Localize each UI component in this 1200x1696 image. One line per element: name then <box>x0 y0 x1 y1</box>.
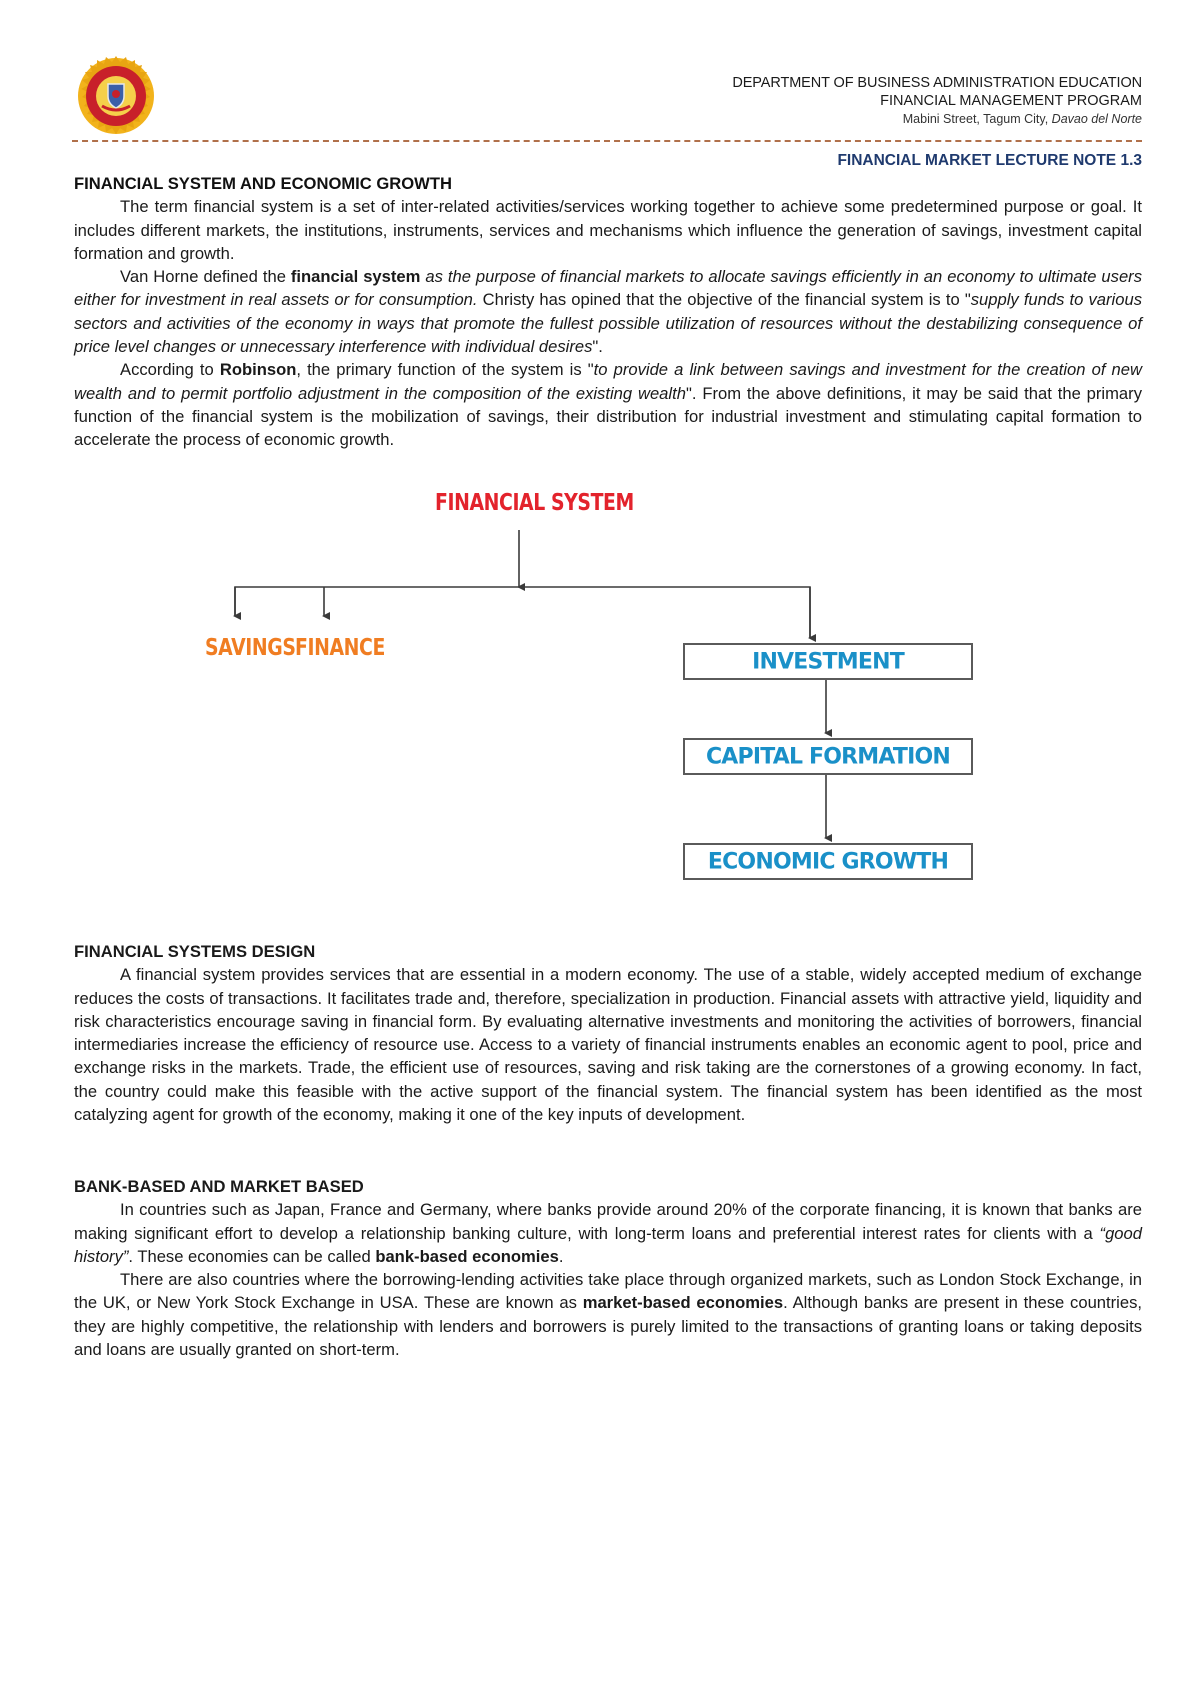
paragraph: Van Horne defined the financial system as the purpose of financial markets to allocate savings efficiently in an economy to ultimate users either for investment in real assets or for consumption. Christy has opined that the objective of the financial system is to "supply funds to various sectors and activities of the economy in ways that promote the fullest possible utilization of resources without the destabilizing consequence of price level changes or unnecessary interference with individual desires". <box>74 267 1143 357</box>
bold-term: Robinson <box>219 360 297 380</box>
paragraph: The term financial system is a set of inter-related activities/services working together to achieve some predetermined purpose or goal. It includes different markets, the institutions, instruments, services and mechanisms which influence the generation of savings, investment capital formation and growth. <box>74 197 1142 263</box>
paragraph: There are also countries where the borrowing-lending activities take place through organized markets, such as London Stock Exchange, in the UK, or New York Stock Exchange in USA. These are known as market-based economies. Although banks are present in these countries, they are highly competitive, the relationship with lenders and borrowers is purely limited to the transactions of granting loans or taking deposits and loans are usually granted on short-term. <box>74 1270 1142 1360</box>
section-financial-systems-design <box>74 940 1142 1126</box>
address <box>732 110 1142 128</box>
diagram-box-economic-growth <box>683 843 973 880</box>
paragraph: In countries such as Japan, France and Germany, where banks provide around 20% of the corporate financing, it is known that banks are making significant effort to develop a relationship banking culture, with long-term loans and preferential interest rates for clients with a “good history”. These economies can be called bank-based economies. <box>74 1200 1142 1266</box>
diagram-node-savings: SAVINGS <box>205 635 296 661</box>
diagram-box-investment <box>683 643 973 680</box>
address-province: Davao del Norte <box>1051 112 1142 126</box>
bold-term: market-based economies <box>582 1293 784 1313</box>
page-header <box>732 74 1142 128</box>
address-street: Mabini Street, Tagum City, <box>902 112 1052 126</box>
section-bank-market-based <box>74 1175 1142 1361</box>
section-heading: BANK-BASED AND MARKET BASED <box>74 1177 364 1196</box>
paragraph: According to Robinson, the primary function of the system is "to provide a link between savings and investment for the creation of new wealth and to permit portfolio adjustment in the composition of the existing wealth". From the above definitions, it may be said that the primary function of the financial system is the mobilization of savings, their distribution for industrial investment and stimulating capital formation to accelerate the process of economic growth. <box>74 360 1142 450</box>
program-name: FINANCIAL MANAGEMENT PROGRAM <box>880 93 1142 109</box>
section-heading: FINANCIAL SYSTEM AND ECONOMIC GROWTH <box>74 174 452 193</box>
diagram-box-capital-formation <box>683 738 973 775</box>
section-financial-system-growth <box>74 172 1142 452</box>
financial-system-diagram <box>200 490 1000 910</box>
header-divider <box>72 140 1142 142</box>
diagram-node-finance: FINANCE <box>295 635 385 661</box>
school-seal-logo <box>76 56 156 136</box>
bold-term: financial system <box>290 267 421 287</box>
diagram-box-label: ECONOMIC GROWTH <box>707 849 949 874</box>
section-heading: FINANCIAL SYSTEMS DESIGN <box>74 942 316 961</box>
paragraph: A financial system provides services that are essential in a modern economy. The use of a stable, widely accepted medium of exchange reduces the costs of transactions. It facilitates trade and, therefore, specialization in production. Financial assets with attractive yield, liquidity and risk characteristics encourage saving in financial form. By evaluating alternative investments and monitoring the activities of borrowers, financial intermediaries increase the efficiency of resource use. Access to a variety of financial instruments enables an economic agent to pool, price and exchange risks in the markets. Trade, the efficient use of resources, saving and risk taking are the cornerstones of a growing economy. In fact, the country could make this feasible with the active support of the financial system. The financial system has been identified as the most catalyzing agent for growth of the economy, making it one of the key inputs of development. <box>74 965 1142 1125</box>
diagram-box-label: INVESTMENT <box>752 649 904 674</box>
department-name: DEPARTMENT OF BUSINESS ADMINISTRATION EDUCATION <box>732 75 1142 91</box>
diagram-root-financial-system: FINANCIAL SYSTEM <box>435 490 634 516</box>
diagram-box-label: CAPITAL FORMATION <box>705 744 951 769</box>
seal-icon <box>76 56 156 136</box>
bold-term: bank-based economies <box>375 1246 559 1266</box>
lecture-note-title: FINANCIAL MARKET LECTURE NOTE 1.3 <box>837 152 1142 169</box>
